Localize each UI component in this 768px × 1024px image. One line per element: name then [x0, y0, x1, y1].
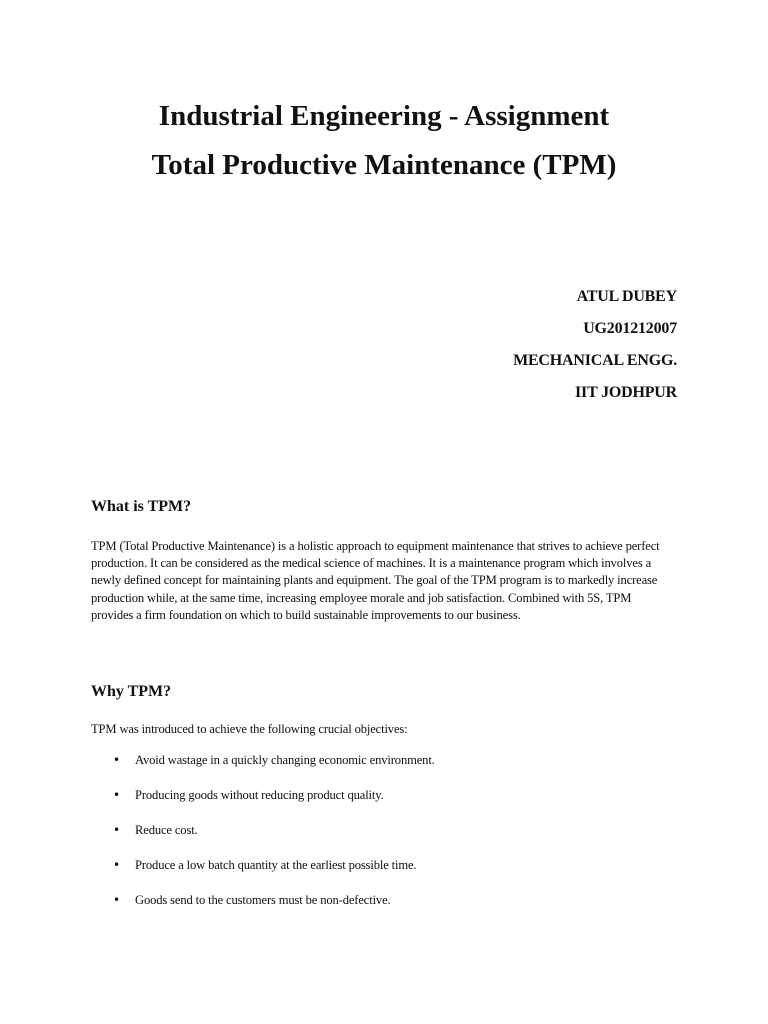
- list-item-text: Goods send to the customers must be non-defective.: [135, 893, 391, 907]
- author-roll-number: UG201212007: [583, 320, 677, 337]
- list-item: [91, 857, 691, 892]
- list-item-text: Avoid wastage in a quickly changing economic environment.: [135, 753, 435, 767]
- list-item-text: Producing goods without reducing product quality.: [135, 788, 384, 802]
- objectives-list: [91, 752, 691, 927]
- document-subtitle: Total Productive Maintenance (TPM): [151, 149, 617, 181]
- title-block: [0, 92, 768, 190]
- list-item-text: Produce a low batch quantity at the earliest possible time.: [135, 858, 417, 872]
- author-institute: IIT JODHPUR: [575, 384, 677, 401]
- list-item-text: Reduce cost.: [135, 823, 198, 837]
- why-tpm-intro: TPM was introduced to achieve the following crucial objectives:: [91, 722, 408, 736]
- author-name: ATUL DUBEY: [576, 288, 677, 305]
- list-item: [91, 787, 691, 822]
- list-item: [91, 752, 691, 787]
- bullet-icon: •: [113, 823, 120, 837]
- bullet-icon: •: [113, 893, 120, 907]
- bullet-icon: •: [113, 858, 120, 872]
- author-block: [513, 281, 677, 409]
- list-item: [91, 822, 691, 857]
- document-title: Industrial Engineering - Assignment: [158, 100, 610, 132]
- bullet-icon: •: [113, 788, 120, 802]
- why-tpm-heading: Why TPM?: [91, 683, 172, 700]
- list-item: [91, 892, 691, 927]
- what-is-tpm-heading: What is TPM?: [91, 498, 192, 515]
- what-is-tpm-paragraph: TPM (Total Productive Maintenance) is a holistic approach to equipment maintenance that strives to achieve perfect production. It can be considered as the medical science of machines. It is a maintenance program which involves a newly defined concept for maintaining plants and equipment. The goal of the TPM program is to markedly increase production while, at the same time, increasing employee morale and job satisfaction. Combined with 5S, TPM provides a firm foundation on which to build sustainable improvements to our business.: [91, 539, 660, 622]
- bullet-icon: •: [113, 753, 120, 767]
- author-department: MECHANICAL ENGG.: [513, 352, 677, 369]
